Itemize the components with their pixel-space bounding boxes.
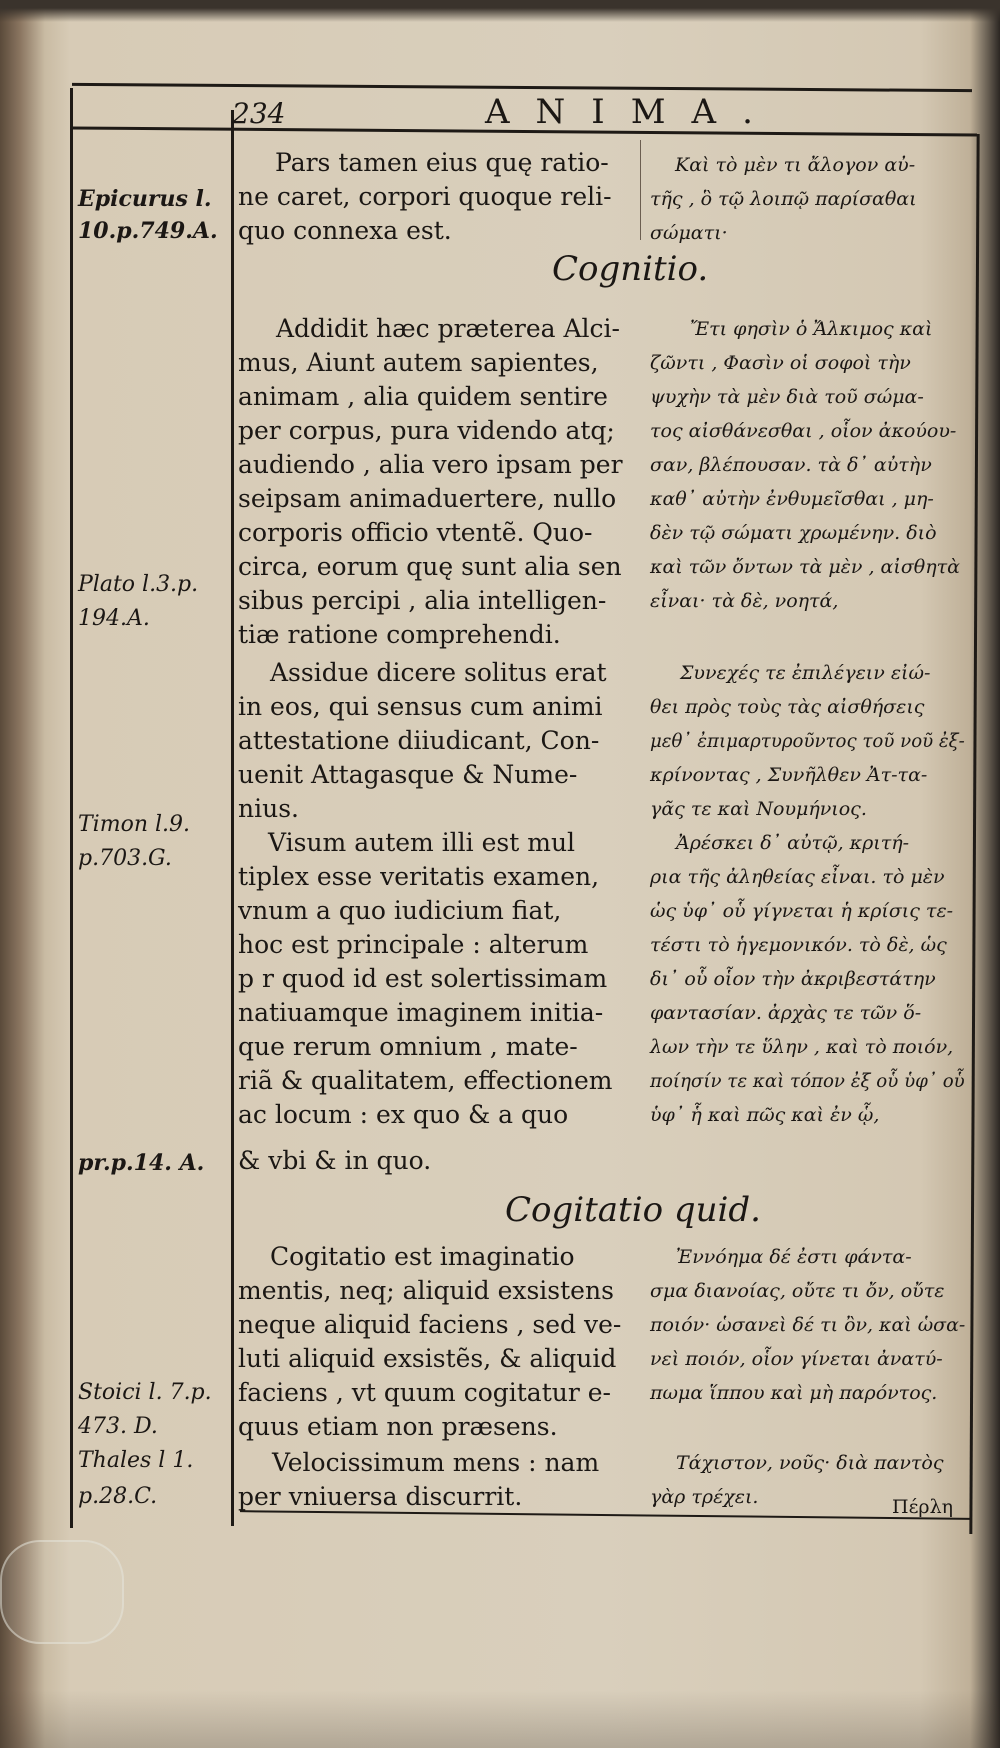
latin-line: sibus percipi , alia intelligen- <box>238 586 607 615</box>
latin-line: Cogitatio est imaginatio <box>270 1242 575 1271</box>
greek-line: Ἐννόημα δέ ἐστι φάντα- <box>676 1246 912 1268</box>
greek-line: Ἀρέσκει δ᾽ αὐτῷ, κριτή- <box>676 832 910 854</box>
margin-note: 10.p.749.A. <box>78 218 218 244</box>
latin-line: animam , alia quidem sentire <box>238 382 608 411</box>
greek-line: ρια τῆς ἀληθείας εἶναι. τὸ μὲν <box>650 866 945 888</box>
greek-line: Καὶ τὸ μὲν τι ἄλογον αὐ- <box>675 154 916 176</box>
margin-note: 473. D. <box>78 1414 158 1439</box>
latin-line: Visum autem illi est mul <box>268 828 576 857</box>
greek-line: τέστι τὸ ἡγεμονικόν. τὸ δὲ, ὡς <box>650 934 947 956</box>
latin-line: uenit Attagasque & Nume- <box>238 760 578 789</box>
latin-line: tiplex esse veritatis examen, <box>238 862 600 891</box>
left-frame-rule <box>70 88 73 1528</box>
catchword: Πέρλη <box>892 1496 954 1518</box>
running-head: ANIMA. <box>485 92 779 132</box>
latin-line: per vniuersa discurrit. <box>238 1482 523 1511</box>
greek-line: καθ᾽ αὐτὴν ἐνθυμεῖσθαι , μη- <box>650 488 934 510</box>
latin-line: quus etiam non præsens. <box>238 1412 558 1441</box>
page-number: 234 <box>232 97 286 130</box>
latin-line: per corpus, pura videndo atq; <box>238 416 615 445</box>
latin-line: mentis, neq; aliquid exsistens <box>238 1276 614 1305</box>
latin-line: Velocissimum mens : nam <box>272 1448 600 1477</box>
margin-note: 194.A. <box>78 606 150 631</box>
greek-line: φαντασίαν. ἀρχὰς τε τῶν ὅ- <box>650 1002 922 1024</box>
greek-line: ποιόν· ὡσανεὶ δέ τι ὂν, καὶ ὡσα- <box>650 1314 966 1336</box>
margin-note: pr.p.14. A. <box>78 1150 205 1176</box>
margin-note: p.703.G. <box>78 846 172 871</box>
greek-line: σμα διανοίας, οὔτε τι ὄν, οὔτε <box>650 1280 945 1302</box>
latin-line: ac locum : ex quo & a quo <box>238 1100 569 1129</box>
latin-line: circa, eorum quę sunt alia sen <box>238 552 622 581</box>
top-rule <box>72 83 972 92</box>
latin-line: Addidit hæc præterea Alci- <box>276 314 620 343</box>
greek-line: ὑφ᾽ ἧ καὶ πῶς καὶ ἐν ᾧ, <box>650 1104 880 1126</box>
greek-line: δι᾽ οὗ οἷον τὴν ἀκριβεστάτην <box>650 968 936 990</box>
greek-line: καὶ τῶν ὄντων τὰ μὲν , αἰσθητὰ <box>650 556 960 578</box>
greek-line: Τάχιστον, νοῦς· διὰ παντὸς <box>676 1452 944 1474</box>
greek-line: γὰρ τρέχει. <box>650 1486 759 1508</box>
greek-line: ὡς ὑφ᾽ οὗ γίγνεται ἡ κρίσις τε- <box>650 900 954 922</box>
latin-line: que rerum omnium , mate- <box>238 1032 578 1061</box>
right-frame-rule <box>969 134 979 1534</box>
greek-line: εἶναι· τὰ δὲ, νοητά, <box>650 590 839 612</box>
greek-line: δὲν τῷ σώματι χρωμένην. διὸ <box>650 522 937 544</box>
latin-line: seipsam animaduertere, nullo <box>238 484 617 513</box>
greek-line: σώματι· <box>650 222 728 244</box>
latin-line: ne caret, corpori quoque reli- <box>238 182 612 211</box>
greek-line: ποίησίν τε καὶ τόπον ἐξ οὗ ὑφ᾽ οὗ <box>650 1070 965 1092</box>
bottom-shading <box>0 1690 1000 1748</box>
latin-line: corporis officio vtentẽ. Quo- <box>238 518 593 547</box>
column-divider-rule <box>640 140 641 240</box>
latin-line: neque aliquid faciens , sed ve- <box>238 1310 622 1339</box>
greek-line: γᾶς τε καὶ Νουμήνιος. <box>650 798 867 820</box>
latin-line: vnum a quo iudicium fiat, <box>238 896 562 925</box>
latin-line: luti aliquid exsistẽs, & aliquid <box>238 1344 617 1373</box>
section-heading-cognitio: Cognitio. <box>552 249 709 289</box>
margin-note: p.28.C. <box>78 1484 158 1509</box>
greek-line: Συνεχές τε ἐπιλέγειν εἰώ- <box>680 662 931 684</box>
latin-line: p r quod id est solertissimam <box>238 964 608 993</box>
greek-line: ψυχὴν τὰ μὲν διὰ τοῦ σώμα- <box>650 386 924 408</box>
latin-line: & vbi & in quo. <box>238 1146 432 1175</box>
greek-line: τος αἰσθάνεσθαι , οἷον ἀκούου- <box>650 420 957 442</box>
latin-line: quo connexa est. <box>238 216 452 245</box>
greek-line: τῆς , ὃ τῷ λοιπῷ παρίσαθαι <box>650 188 917 210</box>
margin-note: Plato l.3.p. <box>78 572 199 597</box>
greek-line: Ἔτι φησὶν ὁ Ἄλκιμος καὶ <box>690 318 933 340</box>
latin-line: Pars tamen eius quę ratio- <box>275 148 609 177</box>
greek-line: κρίνοντας , Συνῆλθεν Ἀτ-τα- <box>650 764 928 786</box>
margin-note: Epicurus l. <box>78 186 212 212</box>
top-shadow <box>0 0 1000 22</box>
latin-line: audiendo , alia vero ipsam per <box>238 450 623 479</box>
latin-line: mus, Aiunt autem sapientes, <box>238 348 599 377</box>
margin-note: Stoici l. 7.p. <box>78 1380 212 1405</box>
section-heading-cogitatio: Cogitatio quid. <box>505 1190 761 1230</box>
latin-line: faciens , vt quum cogitatur e- <box>238 1378 611 1407</box>
thumb-shadow <box>0 1540 124 1644</box>
margin-divider-rule <box>231 110 234 1526</box>
latin-line: natiuamque imaginem initia- <box>238 998 604 1027</box>
latin-line: attestatione diiudicant, Con- <box>238 726 600 755</box>
latin-line: tiæ ratione comprehendi. <box>238 620 561 649</box>
greek-line: νεὶ ποιόν, οἷον γίνεται ἀνατύ- <box>650 1348 943 1370</box>
latin-line: in eos, qui sensus cum animi <box>238 692 603 721</box>
margin-note: Thales l 1. <box>78 1448 194 1473</box>
greek-line: σαν, βλέπουσαν. τὰ δ᾽ αὐτὴν <box>650 454 932 476</box>
latin-line: hoc est principale : alterum <box>238 930 589 959</box>
margin-note: Timon l.9. <box>78 812 190 837</box>
greek-line: θει πρὸς τοὺς τὰς αἰσθήσεις <box>650 696 925 718</box>
latin-line: riã & qualitatem, effectionem <box>238 1066 613 1095</box>
greek-line: ζῶντι , Φασὶν οἱ σοφοὶ τὴν <box>650 352 911 374</box>
greek-line: μεθ᾽ ἐπιμαρτυροῦντος τοῦ νοῦ ἐξ- <box>650 730 965 752</box>
greek-line: πωμα ἵππου καὶ μὴ παρόντος. <box>650 1382 938 1404</box>
greek-line: λων τὴν τε ὕλην , καὶ τὸ ποιόν, <box>650 1036 954 1058</box>
latin-line: nius. <box>238 794 299 823</box>
latin-line: Assidue dicere solitus erat <box>270 658 607 687</box>
